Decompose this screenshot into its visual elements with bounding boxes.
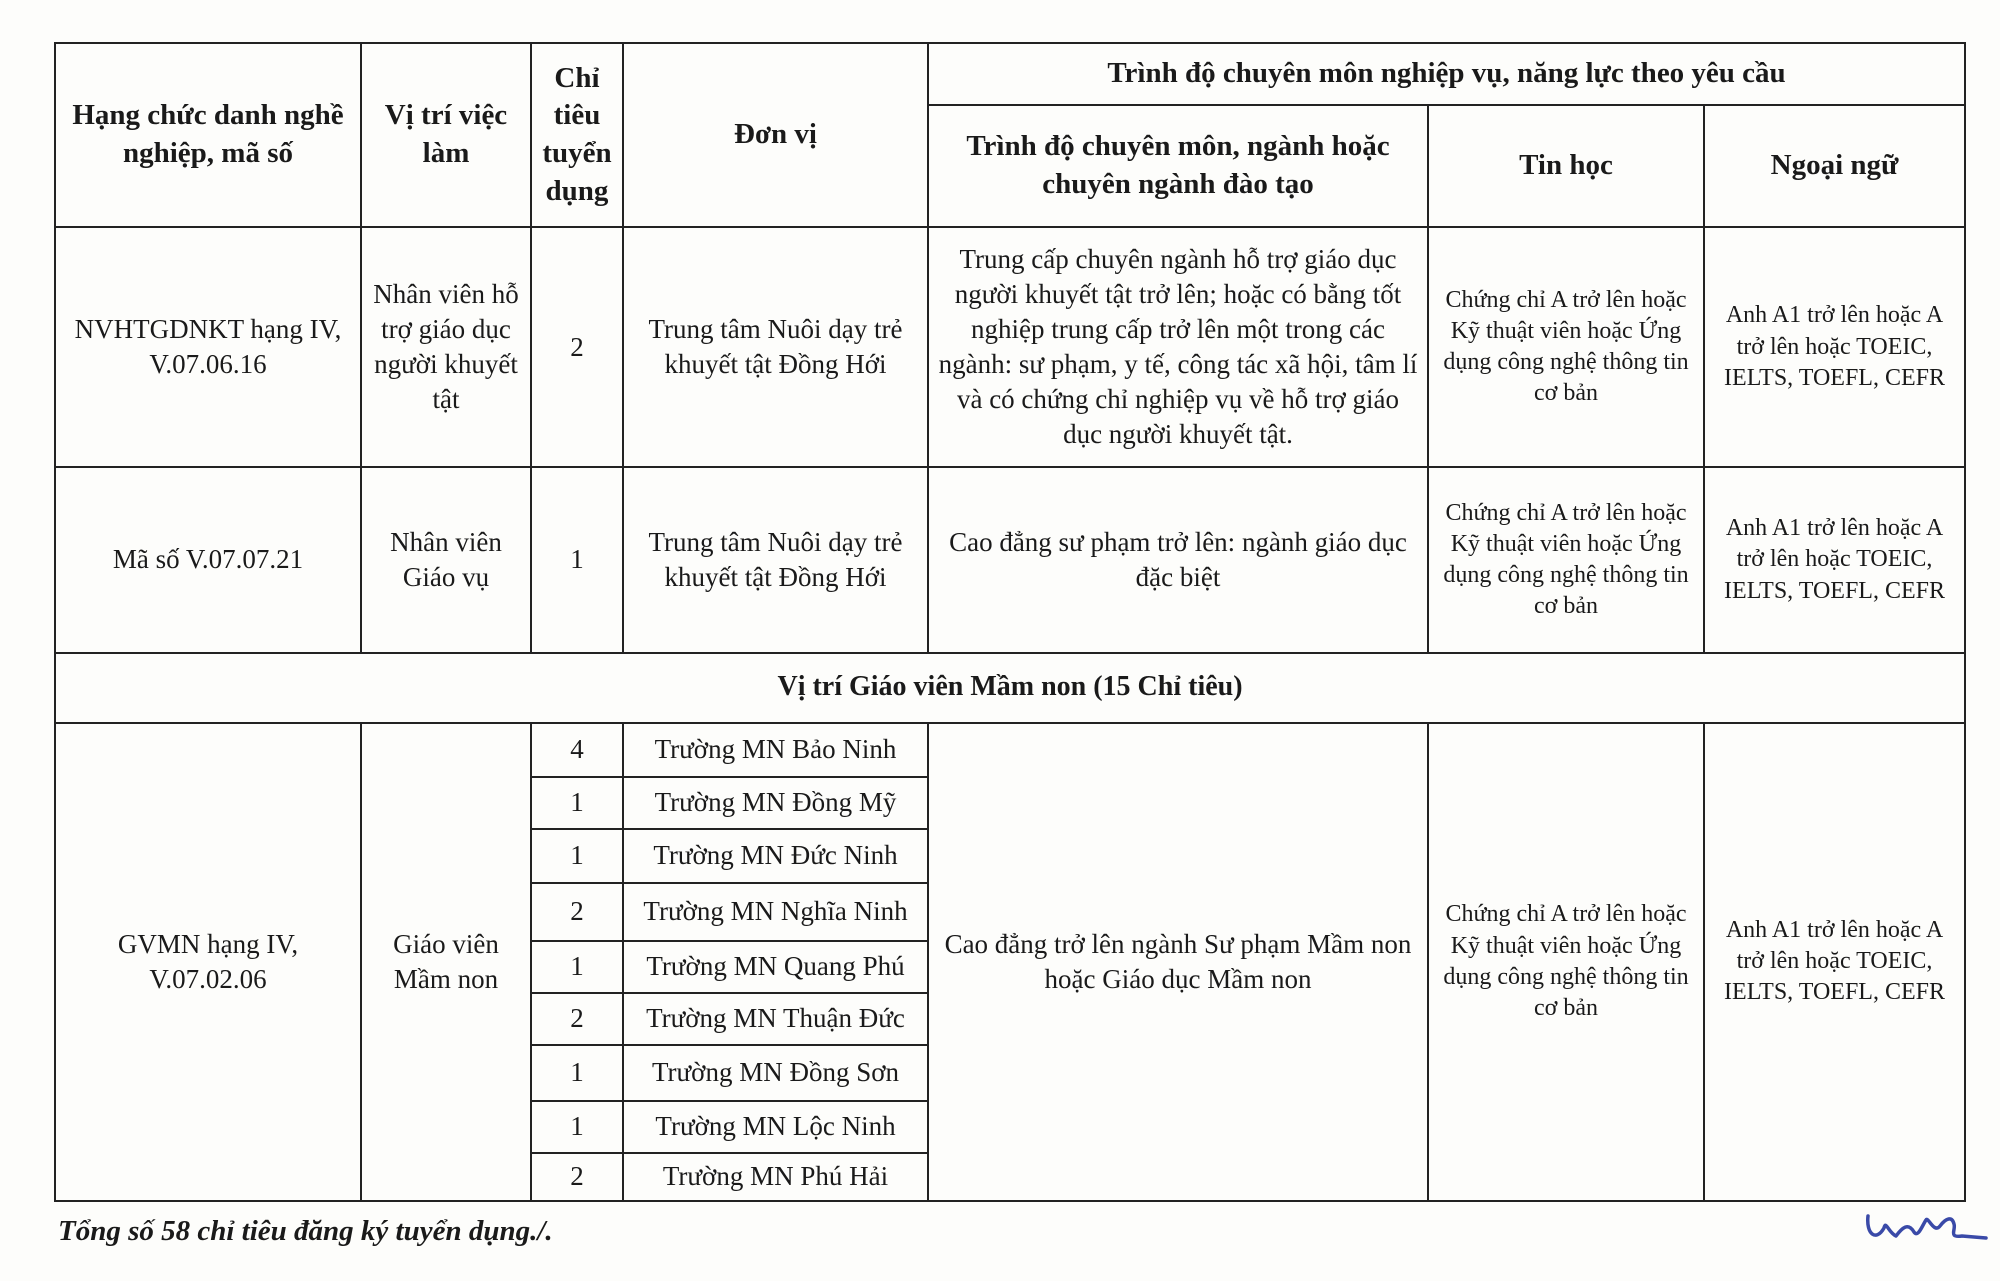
- cell-unit: Trường MN Nghĩa Ninh: [623, 883, 928, 941]
- header-row-1: [55, 43, 1965, 105]
- recruitment-table: [54, 42, 1966, 1202]
- table-row: [55, 467, 1965, 652]
- cell-major: Cao đẳng sư phạm trở lên: ngành giáo dục đặc biệt: [928, 467, 1428, 652]
- cell-unit: Trung tâm Nuôi dạy trẻ khuyết tật Đồng Hới: [623, 227, 928, 467]
- header-requirements: Trình độ chuyên môn nghiệp vụ, năng lực theo yêu cầu: [928, 43, 1965, 105]
- header-quota: Chỉ tiêu tuyển dụng: [531, 43, 623, 227]
- cell-language: Anh A1 trở lên hoặc A trở lên hoặc TOEIC, IELTS, TOEFL, CEFR: [1704, 723, 1965, 1201]
- cell-quota: 2: [531, 1153, 623, 1201]
- header-it: Tin học: [1428, 105, 1704, 227]
- cell-quota: 2: [531, 883, 623, 941]
- cell-quota: 2: [531, 227, 623, 467]
- header-major: Trình độ chuyên môn, ngành hoặc chuyên ngành đào tạo: [928, 105, 1428, 227]
- cell-unit: Trường MN Quang Phú: [623, 941, 928, 993]
- cell-language: Anh A1 trở lên hoặc A trở lên hoặc TOEIC, IELTS, TOEFL, CEFR: [1704, 227, 1965, 467]
- cell-quota: 2: [531, 993, 623, 1045]
- section-title: Vị trí Giáo viên Mầm non (15 Chỉ tiêu): [55, 653, 1965, 723]
- table-row: [55, 723, 1965, 777]
- cell-quota: 1: [531, 1045, 623, 1101]
- cell-position: Nhân viên hỗ trợ giáo dục người khuyết tật: [361, 227, 531, 467]
- cell-it: Chứng chỉ A trở lên hoặc Kỹ thuật viên hoặc Ứng dụng công nghệ thông tin cơ bản: [1428, 723, 1704, 1201]
- cell-it: Chứng chỉ A trở lên hoặc Kỹ thuật viên hoặc Ứng dụng công nghệ thông tin cơ bản: [1428, 227, 1704, 467]
- cell-rank: Mã số V.07.07.21: [55, 467, 361, 652]
- header-language: Ngoại ngữ: [1704, 105, 1965, 227]
- cell-position: Nhân viên Giáo vụ: [361, 467, 531, 652]
- cell-unit: Trường MN Phú Hải: [623, 1153, 928, 1201]
- header-rank: Hạng chức danh nghề nghiệp, mã số: [55, 43, 361, 227]
- cell-unit: Trường MN Thuận Đức: [623, 993, 928, 1045]
- cell-rank: NVHTGDNKT hạng IV, V.07.06.16: [55, 227, 361, 467]
- cell-unit: Trường MN Đồng Sơn: [623, 1045, 928, 1101]
- cell-major: Trung cấp chuyên ngành hỗ trợ giáo dục người khuyết tật trở lên; hoặc có bằng tốt nghiệp trung cấp trở lên một trong các ngành: sư phạm, y tế, công tác xã hội, tâm lí và có chứng chỉ nghiệp vụ về hỗ trợ giáo dục người khuyết tật.: [928, 227, 1428, 467]
- footer-total: Tổng số 58 chỉ tiêu đăng ký tuyển dụng./.: [58, 1215, 553, 1247]
- cell-position: Giáo viên Mầm non: [361, 723, 531, 1201]
- signature-mark: [1862, 1198, 1992, 1258]
- header-position: Vị trí việc làm: [361, 43, 531, 227]
- cell-quota: 1: [531, 829, 623, 883]
- cell-unit: Trường MN Đồng Mỹ: [623, 777, 928, 829]
- cell-major: Cao đẳng trở lên ngành Sư phạm Mầm non hoặc Giáo dục Mầm non: [928, 723, 1428, 1201]
- cell-quota: 1: [531, 777, 623, 829]
- cell-language: Anh A1 trở lên hoặc A trở lên hoặc TOEIC, IELTS, TOEFL, CEFR: [1704, 467, 1965, 652]
- cell-unit: Trường MN Bảo Ninh: [623, 723, 928, 777]
- cell-quota: 1: [531, 467, 623, 652]
- cell-unit: Trường MN Lộc Ninh: [623, 1101, 928, 1153]
- cell-rank: GVMN hạng IV, V.07.02.06: [55, 723, 361, 1201]
- cell-quota: 1: [531, 1101, 623, 1153]
- cell-it: Chứng chỉ A trở lên hoặc Kỹ thuật viên hoặc Ứng dụng công nghệ thông tin cơ bản: [1428, 467, 1704, 652]
- cell-quota: 1: [531, 941, 623, 993]
- section-row: [55, 653, 1965, 723]
- cell-quota: 4: [531, 723, 623, 777]
- table-row: [55, 227, 1965, 467]
- cell-unit: Trường MN Đức Ninh: [623, 829, 928, 883]
- header-unit: Đơn vị: [623, 43, 928, 227]
- cell-unit: Trung tâm Nuôi dạy trẻ khuyết tật Đồng Hới: [623, 467, 928, 652]
